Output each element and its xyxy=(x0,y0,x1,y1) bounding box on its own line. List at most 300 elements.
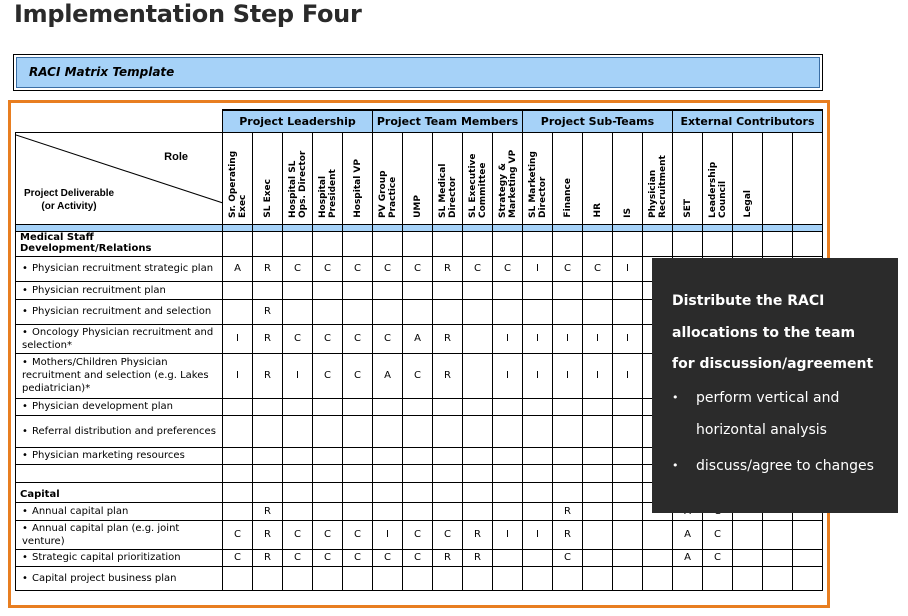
raci-cell xyxy=(523,566,553,590)
callout-heading: Distribute the RACI allocations to the team for discussion/agreement xyxy=(672,293,874,372)
raci-cell xyxy=(403,281,433,299)
section-title: Medical Staff Development/Relations xyxy=(16,231,223,256)
raci-cell: C xyxy=(223,549,253,566)
raci-cell xyxy=(463,566,493,590)
raci-cell xyxy=(583,415,613,447)
raci-cell xyxy=(343,281,373,299)
raci-cell xyxy=(583,464,613,482)
spacer-cell xyxy=(283,224,313,231)
raci-cell xyxy=(373,464,403,482)
raci-cell: R xyxy=(253,520,283,549)
role-name: SL Exec xyxy=(262,178,273,218)
raci-cell: C xyxy=(553,256,583,281)
raci-cell xyxy=(733,520,763,549)
raci-cell: I xyxy=(223,324,253,353)
raci-cell: I xyxy=(613,353,643,398)
raci-cell xyxy=(763,231,793,256)
raci-cell xyxy=(373,231,403,256)
section-title: Capital xyxy=(16,482,223,502)
raci-cell xyxy=(493,464,523,482)
raci-cell xyxy=(433,231,463,256)
raci-cell xyxy=(583,482,613,502)
raci-cell: R xyxy=(253,299,283,324)
instruction-callout xyxy=(652,258,898,513)
raci-cell xyxy=(463,231,493,256)
deliverable-row xyxy=(16,566,823,590)
raci-cell xyxy=(343,464,373,482)
raci-cell xyxy=(373,281,403,299)
deliverable-label: Capital project business plan xyxy=(32,572,177,584)
raci-cell xyxy=(433,482,463,502)
deliverable-label-cell xyxy=(16,256,223,281)
spacer-cell xyxy=(373,224,403,231)
raci-cell xyxy=(283,398,313,415)
raci-cell xyxy=(373,447,403,464)
deliverable-label-cell xyxy=(16,549,223,566)
role-column-header xyxy=(343,132,373,224)
raci-cell xyxy=(613,281,643,299)
bullet-icon: • xyxy=(22,425,28,437)
matrix-title-banner xyxy=(13,54,823,91)
raci-cell: C xyxy=(313,549,343,566)
role-column-header xyxy=(763,132,793,224)
spacer-cell xyxy=(16,224,223,231)
raci-cell: R xyxy=(463,549,493,566)
raci-cell: C xyxy=(553,549,583,566)
spacer-cell xyxy=(553,224,583,231)
raci-cell xyxy=(583,520,613,549)
role-column-header xyxy=(373,132,403,224)
raci-cell: C xyxy=(403,520,433,549)
raci-cell: I xyxy=(613,256,643,281)
raci-cell: C xyxy=(343,324,373,353)
deliverable-label-cell xyxy=(16,324,223,353)
raci-cell xyxy=(343,299,373,324)
raci-cell xyxy=(643,520,673,549)
raci-cell xyxy=(463,324,493,353)
raci-cell: C xyxy=(433,520,463,549)
raci-cell xyxy=(373,566,403,590)
raci-cell xyxy=(343,231,373,256)
raci-cell: I xyxy=(553,324,583,353)
deliverable-label: Physician marketing resources xyxy=(32,450,185,461)
raci-cell: R xyxy=(553,520,583,549)
deliverable-label: Physician development plan xyxy=(32,401,173,412)
raci-cell xyxy=(583,566,613,590)
spacer-cell xyxy=(403,224,433,231)
raci-cell: C xyxy=(313,256,343,281)
deliverable-label-cell xyxy=(16,415,223,447)
deliverable-label: Strategic capital prioritization xyxy=(32,552,181,563)
raci-cell xyxy=(313,281,343,299)
deliverable-axis-label xyxy=(24,187,114,213)
raci-cell xyxy=(523,464,553,482)
raci-cell xyxy=(553,299,583,324)
raci-cell: I xyxy=(583,353,613,398)
raci-cell xyxy=(343,447,373,464)
raci-cell xyxy=(463,299,493,324)
bullet-icon: • xyxy=(22,450,28,461)
deliverable-label: Physician recruitment plan xyxy=(32,284,166,296)
raci-cell xyxy=(463,281,493,299)
raci-cell: I xyxy=(583,324,613,353)
spacer-cell xyxy=(673,224,703,231)
role-name: Hospital SL Ops. Director xyxy=(287,150,308,218)
raci-cell xyxy=(283,299,313,324)
raci-cell: C xyxy=(343,353,373,398)
raci-cell: A xyxy=(223,256,253,281)
deliverable-label-cell xyxy=(16,398,223,415)
raci-cell xyxy=(613,415,643,447)
raci-cell xyxy=(583,447,613,464)
raci-cell xyxy=(433,464,463,482)
role-column-header xyxy=(583,132,613,224)
raci-cell: C xyxy=(313,324,343,353)
raci-cell xyxy=(403,299,433,324)
raci-cell xyxy=(283,415,313,447)
bullet-icon: • xyxy=(22,552,28,563)
raci-cell: I xyxy=(223,353,253,398)
raci-cell xyxy=(523,415,553,447)
raci-cell xyxy=(313,299,343,324)
raci-cell xyxy=(553,566,583,590)
raci-cell xyxy=(553,231,583,256)
role-name: Physician Recruitment xyxy=(647,154,668,218)
raci-cell xyxy=(553,398,583,415)
deliverable-label-cell xyxy=(16,447,223,464)
role-name: HR xyxy=(592,203,603,218)
deliverable-label: Oncology Physician recruitment and selection* xyxy=(22,326,214,351)
raci-cell xyxy=(763,520,793,549)
raci-cell xyxy=(793,566,823,590)
role-column-header xyxy=(223,132,253,224)
raci-cell xyxy=(433,566,463,590)
raci-cell xyxy=(493,502,523,520)
raci-cell: I xyxy=(373,520,403,549)
spacer-cell xyxy=(583,224,613,231)
raci-cell xyxy=(643,566,673,590)
raci-cell: I xyxy=(523,324,553,353)
raci-cell xyxy=(583,549,613,566)
raci-cell xyxy=(343,502,373,520)
role-column-header xyxy=(253,132,283,224)
deliverable-row xyxy=(16,520,823,549)
deliverable-label: Mothers/Children Physician recruitment and selection (e.g. Lakes pediatrician)* xyxy=(22,357,209,394)
raci-cell xyxy=(583,299,613,324)
raci-cell: A xyxy=(403,324,433,353)
raci-cell: C xyxy=(373,549,403,566)
spacer-cell xyxy=(313,224,343,231)
raci-cell xyxy=(373,415,403,447)
role-name: SET xyxy=(682,198,693,218)
raci-cell xyxy=(463,502,493,520)
raci-cell xyxy=(283,502,313,520)
raci-cell xyxy=(523,281,553,299)
raci-cell xyxy=(223,398,253,415)
raci-cell xyxy=(613,482,643,502)
raci-cell: C xyxy=(313,520,343,549)
bullet-icon: • xyxy=(22,306,28,317)
raci-cell xyxy=(463,353,493,398)
raci-cell xyxy=(523,447,553,464)
role-column-header xyxy=(463,132,493,224)
role-name: Strategy & Marketing VP xyxy=(497,149,518,218)
raci-cell xyxy=(373,482,403,502)
raci-cell xyxy=(433,281,463,299)
role-column-header xyxy=(553,132,583,224)
raci-cell xyxy=(313,398,343,415)
deliverable-label-cell xyxy=(16,464,223,482)
raci-cell: C xyxy=(463,256,493,281)
raci-cell xyxy=(223,281,253,299)
raci-cell xyxy=(283,464,313,482)
raci-cell xyxy=(613,549,643,566)
raci-cell xyxy=(433,415,463,447)
role-name: IS xyxy=(622,207,633,218)
raci-cell xyxy=(283,281,313,299)
raci-cell: C xyxy=(583,256,613,281)
raci-cell: R xyxy=(253,549,283,566)
spacer-cell xyxy=(793,224,823,231)
deliverable-axis-label-line: Project Deliverable xyxy=(24,187,115,199)
raci-cell: C xyxy=(283,324,313,353)
spacer-cell xyxy=(613,224,643,231)
raci-cell: C xyxy=(403,549,433,566)
raci-cell xyxy=(493,415,523,447)
raci-cell: R xyxy=(253,324,283,353)
raci-cell xyxy=(703,566,733,590)
role-column-header xyxy=(433,132,463,224)
deliverable-label-cell xyxy=(16,353,223,398)
raci-cell xyxy=(433,398,463,415)
raci-cell xyxy=(253,231,283,256)
raci-cell xyxy=(493,299,523,324)
role-name: Finance xyxy=(562,177,573,218)
raci-cell: A xyxy=(673,549,703,566)
raci-cell: I xyxy=(493,353,523,398)
raci-cell xyxy=(493,281,523,299)
deliverable-label: Physician recruitment strategic plan xyxy=(32,263,214,274)
raci-cell xyxy=(373,299,403,324)
spacer-cell xyxy=(643,224,673,231)
raci-cell xyxy=(343,398,373,415)
role-name: SL Marketing Director xyxy=(527,150,548,218)
raci-cell xyxy=(253,464,283,482)
deliverable-row xyxy=(16,549,823,566)
raci-cell xyxy=(403,415,433,447)
raci-cell xyxy=(433,447,463,464)
raci-cell xyxy=(613,520,643,549)
role-name: Hospital VP xyxy=(352,158,363,218)
raci-cell: I xyxy=(553,353,583,398)
raci-cell xyxy=(313,447,343,464)
group-header-blank xyxy=(16,110,223,132)
role-name: PV Group Practice xyxy=(377,169,398,218)
raci-cell xyxy=(553,281,583,299)
role-name: SL Executive Committee xyxy=(467,152,488,218)
role-column-header xyxy=(283,132,313,224)
raci-cell xyxy=(253,398,283,415)
raci-cell xyxy=(523,299,553,324)
raci-cell xyxy=(223,299,253,324)
bullet-icon: • xyxy=(672,459,679,472)
raci-cell: C xyxy=(403,353,433,398)
raci-cell xyxy=(433,502,463,520)
raci-cell xyxy=(403,231,433,256)
raci-cell xyxy=(583,231,613,256)
raci-cell xyxy=(733,566,763,590)
bullet-icon: • xyxy=(22,505,28,517)
raci-cell: C xyxy=(343,256,373,281)
raci-cell xyxy=(403,447,433,464)
raci-cell xyxy=(553,464,583,482)
raci-cell xyxy=(523,502,553,520)
raci-cell: R xyxy=(433,353,463,398)
raci-cell xyxy=(553,482,583,502)
raci-cell xyxy=(223,415,253,447)
role-column-header xyxy=(613,132,643,224)
page-title: Implementation Step Four xyxy=(14,0,362,28)
raci-cell xyxy=(223,447,253,464)
raci-cell xyxy=(223,566,253,590)
raci-cell xyxy=(253,415,283,447)
raci-cell xyxy=(403,464,433,482)
role-name: SL Medical Director xyxy=(437,163,458,218)
raci-cell xyxy=(223,231,253,256)
role-group-header: Project Sub-Teams xyxy=(523,110,673,132)
role-name: Legal xyxy=(742,190,753,218)
raci-cell xyxy=(313,502,343,520)
raci-cell: R xyxy=(433,549,463,566)
spacer-cell xyxy=(343,224,373,231)
spacer-cell xyxy=(703,224,733,231)
role-column-header xyxy=(793,132,823,224)
role-column-header xyxy=(673,132,703,224)
role-name: Hospital President xyxy=(317,168,338,218)
raci-cell: C xyxy=(283,256,313,281)
raci-cell xyxy=(463,447,493,464)
callout-bullet-text: discuss/agree to changes xyxy=(696,458,874,474)
raci-cell xyxy=(313,415,343,447)
raci-cell xyxy=(223,482,253,502)
raci-cell xyxy=(793,549,823,566)
raci-cell: R xyxy=(253,353,283,398)
role-group-header: External Contributors xyxy=(673,110,823,132)
raci-cell xyxy=(283,231,313,256)
spacer-cell xyxy=(433,224,463,231)
raci-cell xyxy=(463,464,493,482)
deliverable-label: Annual capital plan xyxy=(32,505,129,517)
raci-cell xyxy=(253,566,283,590)
deliverable-label-cell xyxy=(16,299,223,324)
raci-cell xyxy=(253,281,283,299)
bullet-icon: • xyxy=(22,357,28,368)
raci-cell: I xyxy=(493,520,523,549)
role-axis-label: Role xyxy=(164,150,188,163)
bullet-icon: • xyxy=(672,391,679,404)
bullet-icon: • xyxy=(22,572,28,584)
matrix-corner-header xyxy=(16,132,223,224)
raci-cell xyxy=(223,502,253,520)
raci-cell xyxy=(763,566,793,590)
raci-cell xyxy=(523,482,553,502)
raci-cell: A xyxy=(373,353,403,398)
raci-cell xyxy=(493,482,523,502)
raci-cell xyxy=(613,447,643,464)
raci-cell: C xyxy=(283,549,313,566)
raci-cell xyxy=(643,231,673,256)
spacer-cell xyxy=(223,224,253,231)
raci-cell xyxy=(223,464,253,482)
bullet-icon: • xyxy=(22,284,28,296)
raci-cell: I xyxy=(283,353,313,398)
raci-cell: A xyxy=(673,520,703,549)
raci-cell xyxy=(493,566,523,590)
raci-cell xyxy=(673,566,703,590)
raci-cell xyxy=(733,231,763,256)
deliverable-label-cell xyxy=(16,566,223,590)
raci-cell xyxy=(403,398,433,415)
raci-cell: C xyxy=(343,549,373,566)
raci-cell xyxy=(283,447,313,464)
raci-cell xyxy=(493,398,523,415)
raci-cell xyxy=(403,482,433,502)
raci-cell xyxy=(553,447,583,464)
role-name: Leadership Council xyxy=(707,161,728,218)
raci-cell: C xyxy=(373,324,403,353)
raci-cell xyxy=(643,549,673,566)
raci-cell: I xyxy=(613,324,643,353)
spacer-cell xyxy=(733,224,763,231)
raci-cell: C xyxy=(373,256,403,281)
callout-bullet-item xyxy=(672,382,892,446)
role-column-header xyxy=(313,132,343,224)
raci-cell: I xyxy=(523,353,553,398)
raci-cell: R xyxy=(253,502,283,520)
raci-cell xyxy=(613,566,643,590)
raci-cell xyxy=(313,482,343,502)
raci-cell xyxy=(523,398,553,415)
deliverable-label: Annual capital plan (e.g. joint venture) xyxy=(22,522,180,547)
spacer-cell xyxy=(763,224,793,231)
raci-cell xyxy=(433,299,463,324)
role-column-header xyxy=(733,132,763,224)
raci-cell xyxy=(313,231,343,256)
raci-cell xyxy=(493,549,523,566)
role-group-header: Project Leadership xyxy=(223,110,373,132)
raci-cell xyxy=(343,482,373,502)
raci-cell: R xyxy=(553,502,583,520)
raci-cell xyxy=(493,231,523,256)
raci-cell: C xyxy=(493,256,523,281)
raci-cell: C xyxy=(313,353,343,398)
matrix-title: RACI Matrix Template xyxy=(16,57,820,88)
raci-cell xyxy=(613,464,643,482)
spacer-cell xyxy=(493,224,523,231)
raci-cell xyxy=(583,398,613,415)
role-name: Sr. Operating Exec xyxy=(227,150,248,218)
raci-cell: C xyxy=(403,256,433,281)
raci-cell xyxy=(523,549,553,566)
raci-cell: R xyxy=(253,256,283,281)
deliverable-axis-label-line: (or Activity) xyxy=(41,200,97,212)
role-column-header xyxy=(523,132,553,224)
deliverable-label-cell xyxy=(16,502,223,520)
bullet-icon: • xyxy=(22,263,28,274)
raci-cell xyxy=(343,566,373,590)
spacer-cell xyxy=(253,224,283,231)
raci-cell xyxy=(313,566,343,590)
